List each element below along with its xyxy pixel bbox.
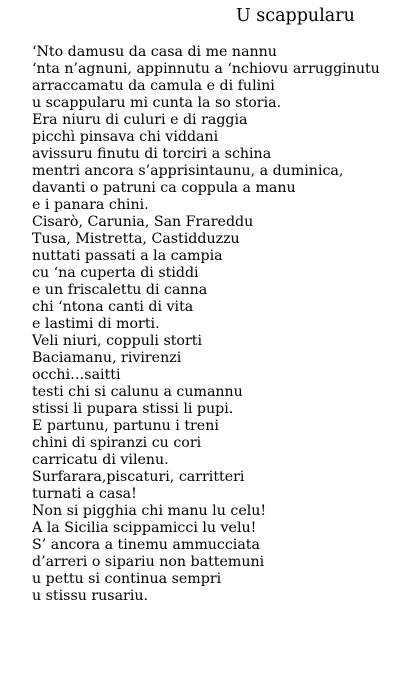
poem-line: occhi…saitti — [32, 367, 121, 383]
poem-line: avissuru finutu di torciri a schina — [32, 146, 272, 162]
poem-line: d’arreri o sipariu non battemuni — [32, 554, 265, 570]
poem-line: u stissu rusariu. — [32, 588, 149, 604]
poem-line: carricatu di vilenu. — [32, 452, 169, 468]
poem-line: chini di spiranzi cu cori — [32, 435, 202, 451]
poem-line: A la Sicilia scippamicci lu velu! — [32, 520, 257, 536]
poem-line: Surfarara,piscaturi, carritteri — [32, 469, 245, 485]
poem-line: turnati a casa! — [32, 486, 137, 502]
poem-line: Non si pigghia chi manu lu celu! — [32, 503, 267, 519]
poem-line: Cisarò, Carunia, San Frareddu — [32, 214, 254, 230]
poem-line: cu ‘na cuperta di stiddi — [32, 265, 199, 281]
poem-line: E partunu, partunu i treni — [32, 418, 219, 434]
poem-title: U scappularu — [236, 6, 355, 26]
poem-line: e lastimi di morti. — [32, 316, 160, 332]
poem-line: ‘nta n’agnuni, appinnutu a ‘nchiovu arrugginutu — [32, 61, 380, 77]
poem-line: arraccamatu da camula e di fulini — [32, 78, 275, 94]
poem-line: Era niuru di culuri e di raggia — [32, 112, 248, 128]
poem-line: stissi li pupara stissi li pupi. — [32, 401, 234, 417]
poem-line: davanti o patruni ca coppula a manu — [32, 180, 296, 196]
poem-line: ‘Nto damusu da casa di me nannu — [32, 44, 277, 60]
poem-line: nuttati passati a la campia — [32, 248, 223, 264]
poem-line: testi chi si calunu a cumannu — [32, 384, 243, 400]
poem-line: Veli niuri, coppuli storti — [32, 333, 202, 349]
poem-body — [32, 44, 396, 605]
poem-line: u scappularu mi cunta la so storia. — [32, 95, 282, 111]
poem-line: picchì pinsava chi viddani — [32, 129, 219, 145]
poem-line: Tusa, Mistretta, Castidduzzu — [32, 231, 240, 247]
poem-line: S’ ancora a tinemu ammucciata — [32, 537, 260, 553]
poem-line: u pettu si continua sempri — [32, 571, 222, 587]
poem-line: e i panara chini. — [32, 197, 149, 213]
poem-line: Baciamanu, rivirenzi — [32, 350, 182, 366]
poem-line: chi ‘ntona canti di vita — [32, 299, 194, 315]
poem-line: e un friscalettu di canna — [32, 282, 208, 298]
poem-line: mentri ancora s’apprisintaunu, a duminica, — [32, 163, 344, 179]
